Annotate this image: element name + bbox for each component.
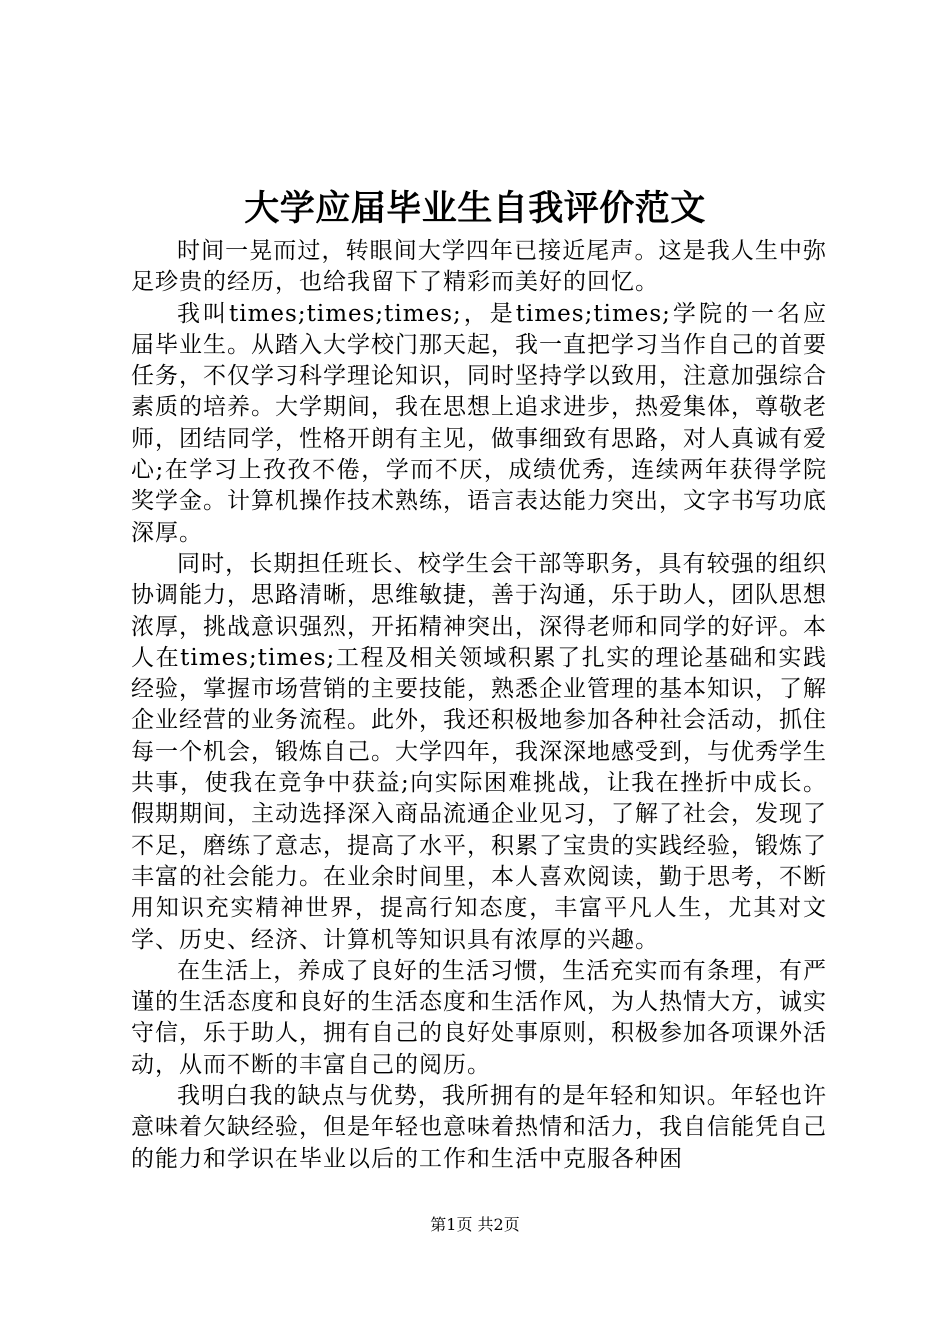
paragraph-4: 在生活上，养成了良好的生活习惯，生活充实而有条理，有严谨的生活态度和良好的生活态度和生活作风，为人热情大方，诚实守信，乐于助人，拥有自己的良好处事原则，积极参加各项课外活动，从而不断的丰富自己的阅历。 [131,957,827,1078]
paragraph-1: 时间一晃而过，转眼间大学四年已接近尾声。这是我人生中弥足珍贵的经历，也给我留下了精彩而美好的回忆。 [131,238,827,296]
paragraph-2: 我叫times;times;times;，是times;times;学院的一名应届毕业生。从踏入大学校门那天起，我一直把学习当作自己的首要任务，不仅学习科学理论知识，同时坚持学以致用，注意加强综合素质的培养。大学期间，我在思想上追求进步，热爱集体，尊敬老师，团结同学，性格开朗有主见，做事细致有思路，对人真诚有爱心;在学习上孜孜不倦，学而不厌，成绩优秀，连续两年获得学院奖学金。计算机操作技术熟练，语言表达能力突出，文字书写功底深厚。 [131,300,827,546]
page-footer: 第1页 共2页 [430,1215,520,1234]
paragraph-5: 我明白我的缺点与优势，我所拥有的是年轻和知识。年轻也许意味着欠缺经验，但是年轻也意味着热情和活力，我自信能凭自己的能力和学识在毕业以后的工作和生活中克服各种困 [131,1083,827,1172]
document-title: 大学应届毕业生自我评价范文 [244,188,706,229]
paragraph-3: 同时，长期担任班长、校学生会干部等职务，具有较强的组织协调能力，思路清晰，思维敏捷，善于沟通，乐于助人，团队思想浓厚，挑战意识强烈，开拓精神突出，深得老师和同学的好评。本人在times;times;工程及相关领域积累了扎实的理论基础和实践经验，掌握市场营销的主要技能，熟悉企业管理的基本知识，了解企业经营的业务流程。此外，我还积极地参加各种社会活动，抓住每一个机会，锻炼自己。大学四年，我深深地感受到，与优秀学生共事，使我在竞争中获益;向实际困难挑战，让我在挫折中成长。假期期间，主动选择深入商品流通企业见习，了解了社会，发现了不足，磨练了意志，提高了水平，积累了宝贵的实践经验，锻炼了丰富的社会能力。在业余时间里，本人喜欢阅读，勤于思考，不断用知识充实精神世界，提高行知态度，丰富平凡人生，尤其对文学、历史、经济、计算机等知识具有浓厚的兴趣。 [131,550,827,953]
document-body [131,236,827,1175]
